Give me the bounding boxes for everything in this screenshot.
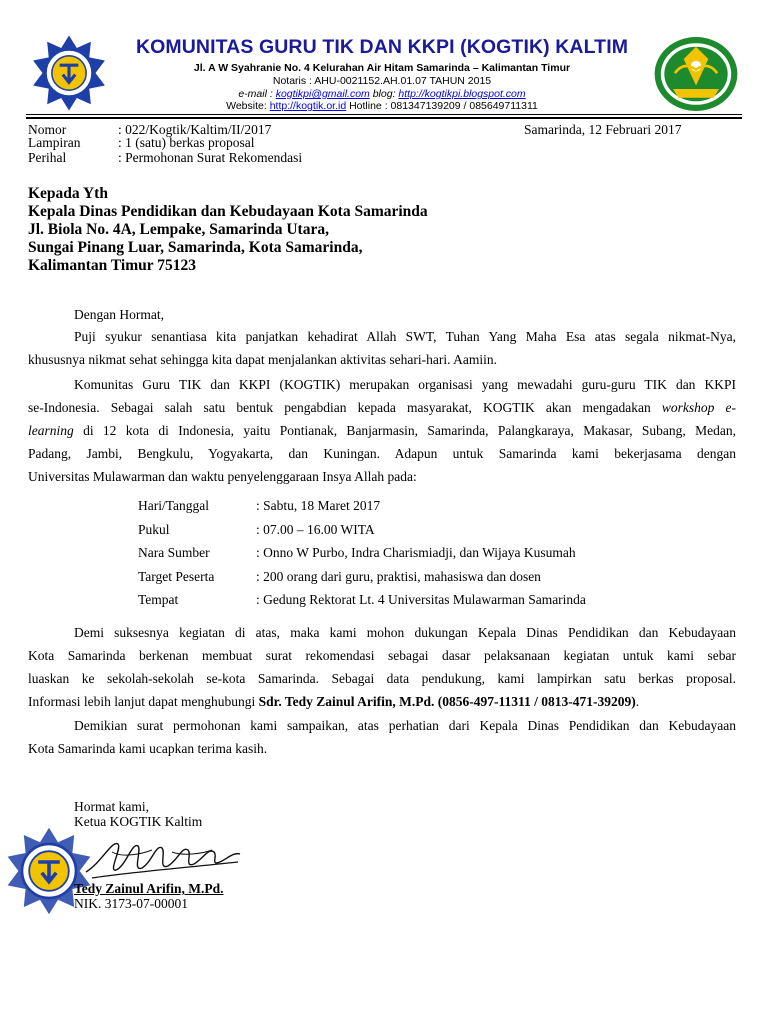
blog-label: blog:	[369, 88, 399, 100]
nomor-value: : 022/Kogtik/Kaltim/II/2017	[118, 122, 272, 137]
organization-name: KOMUNITAS GURU TIK DAN KKPI (KOGTIK) KALTIM	[135, 36, 629, 58]
schedule-value: : Onno W Purbo, Indra Charismiadji, dan Wijaya Kusumah	[256, 545, 576, 561]
schedule-value: : 200 orang dari guru, praktisi, mahasiswa dan dosen	[256, 568, 541, 584]
schedule-row	[138, 498, 586, 522]
letterhead-rule-thin	[26, 114, 742, 115]
greeting: Dengan Hormat,	[74, 307, 164, 322]
blog-link[interactable]: http://kogtikpi.blogspot.com	[398, 88, 526, 100]
notaris-line: Notaris : AHU-0021152.AH.01.07 TAHUN 2015	[272, 75, 492, 87]
schedule-label: Pukul	[138, 521, 170, 537]
website-label: Website:	[226, 100, 270, 112]
paragraph-line	[28, 691, 639, 714]
paragraph-italic: workshop e-	[661, 400, 736, 415]
recipient-line: Jl. Biola No. 4A, Lempake, Samarinda Utara,	[28, 221, 329, 238]
kogtik-logo	[30, 34, 108, 112]
paragraph-line: Kota Samarinda berkenan membuat surat rekomendasi sebagai dasar pelaksanaan kegiatan untuk kami sebar	[28, 648, 736, 663]
organization-address: Jl. A W Syahranie No. 4 Kelurahan Air Hitam Samarinda – Kalimantan Timur	[193, 62, 571, 74]
schedule-row	[138, 592, 586, 616]
email-label: e-mail :	[238, 88, 276, 100]
paragraph-text: Informasi lebih lanjut dapat menghubungi	[28, 694, 259, 709]
signer-position: Ketua KOGTIK Kaltim	[74, 814, 203, 829]
recipient-line: Kalimantan Timur 75123	[28, 257, 196, 274]
paragraph-line: Padang, Jambi, Bengkulu, Yogyakarta, dan Kuningan. Adapun untuk Samarinda kami bekerjasama dengan	[28, 446, 736, 461]
paragraph-line: Kota Samarinda kami ucapkan terima kasih.	[28, 741, 268, 756]
hotline-text: Hotline : 081347139209 / 085649711311	[346, 100, 538, 112]
paragraph-line: Puji syukur senantiasa kita panjatkan kehadirat Allah SWT, Tuhan Yang Maha Esa atas segala nikmat-Nya,	[74, 329, 736, 344]
signer-name: Tedy Zainul Arifin, M.Pd.	[74, 881, 224, 896]
paragraph-line: Universitas Mulawarman dan waktu penyelenggaraan Insya Allah pada:	[28, 469, 417, 484]
schedule-label: Tempat	[138, 592, 179, 608]
website-link[interactable]: http://kogtik.or.id	[269, 100, 347, 112]
schedule-label: Hari/Tanggal	[138, 498, 210, 513]
schedule-value: : 07.00 – 16.00 WITA	[256, 521, 375, 537]
paragraph-line: luaskan ke sekolah-sekolah se-kota Samarinda. Sebagai data pendukung, kami lampirkan satu berkas proposal.	[28, 671, 736, 686]
recipient-line: Sungai Pinang Luar, Samarinda, Kota Samarinda,	[28, 239, 363, 256]
nomor-label: Nomor	[28, 122, 67, 137]
closing-salutation: Hormat kami,	[74, 799, 149, 814]
schedule-row	[138, 545, 586, 569]
paragraph-line: Demikian surat permohonan kami sampaikan, atas perhatian dari Kepala Dinas Pendidikan dan Kebudayaan	[74, 718, 736, 733]
recipient-line: Kepala Dinas Pendidikan dan Kebudayaan Kota Samarinda	[28, 203, 428, 220]
paragraph-italic: learning	[28, 423, 74, 438]
paragraph-line	[28, 397, 736, 420]
paragraph-line: Demi suksesnya kegiatan di atas, maka kami mohon dukungan Kepala Dinas Pendidikan dan Kebudayaan	[74, 625, 736, 640]
signer-nik: NIK. 3173-07-00001	[74, 896, 188, 911]
paragraph-text: di 12 kota di Indonesia, yaitu Pontianak, Banjarmasin, Samarinda, Palangkaraya, Makasar, Subang, Medan,	[73, 423, 736, 438]
email-link[interactable]: kogtikpi@gmail.com	[275, 88, 370, 100]
paragraph-line: khususnya nikmat sehat sehingga kita dapat menjalankan aktivitas sehari-hari. Aamiin.	[28, 352, 497, 367]
schedule-value: : Sabtu, 18 Maret 2017	[256, 498, 381, 513]
handwritten-signature	[82, 832, 244, 888]
letterhead-rule-thick	[26, 117, 742, 119]
paragraph-line	[28, 420, 736, 443]
contact-line	[112, 88, 652, 100]
schedule-label: Nara Sumber	[138, 545, 210, 561]
paragraph-text: .	[635, 694, 640, 709]
schedule-label: Target Peserta	[138, 568, 215, 584]
schedule-row	[138, 569, 586, 593]
schedule-row	[138, 522, 586, 546]
paragraph-text: se-Indonesia. Sebagai salah satu bentuk pengabdian kepada masyarakat, KOGTIK akan mengadakan	[28, 400, 662, 415]
letter-date: Samarinda, 12 Februari 2017	[524, 122, 682, 137]
kemenag-emblem	[652, 34, 740, 114]
schedule-value: : Gedung Rektorat Lt. 4 Universitas Mulawarman Samarinda	[256, 592, 586, 608]
perihal-value: : Permohonan Surat Rekomendasi	[118, 150, 303, 165]
lampiran-label: Lampiran	[28, 135, 81, 150]
perihal-label: Perihal	[28, 150, 67, 165]
lampiran-value: : 1 (satu) berkas proposal	[118, 135, 255, 150]
paragraph-line: Komunitas Guru TIK dan KKPI (KOGTIK) merupakan organisasi yang mewadahi guru-guru TIK dan KKPI	[74, 377, 736, 392]
recipient-line: Kepada Yth	[28, 185, 108, 202]
website-line	[112, 100, 652, 112]
schedule-table	[138, 498, 586, 616]
contact-person: Sdr. Tedy Zainul Arifin, M.Pd. (0856-497-11311 / 0813-471-39209)	[258, 694, 636, 709]
